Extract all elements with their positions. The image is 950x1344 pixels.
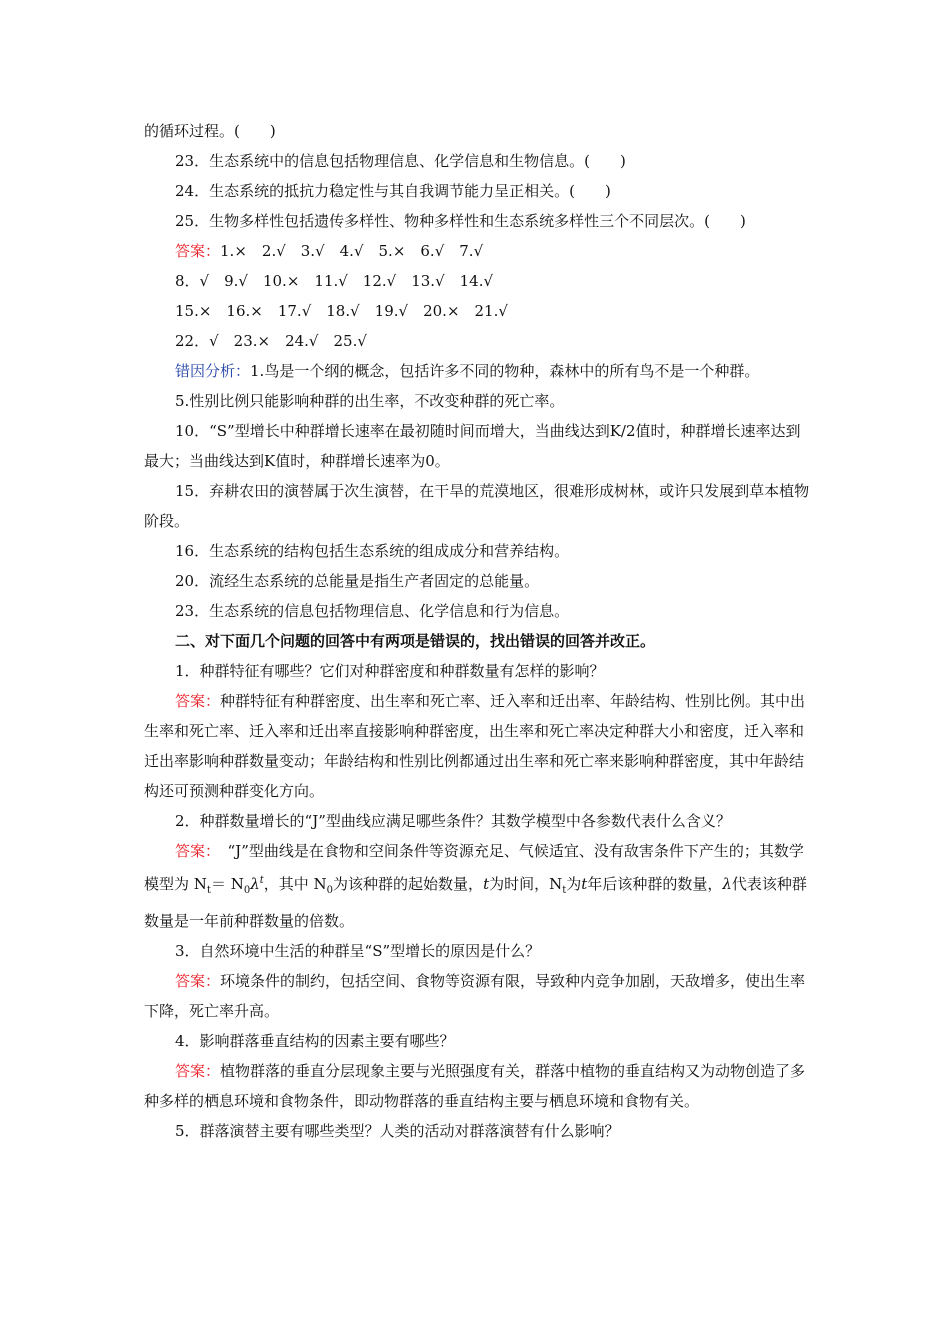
- answer-2-text-e: 为时间，N: [489, 875, 563, 893]
- answer-2-text-h: 代表该种群数量是一年前种群数量的倍数。: [144, 875, 807, 930]
- answer-row-2: 8．√ 9.√ 10.× 11.√ 12.√ 13.√ 14.√: [175, 272, 494, 290]
- answer-3-text: 环境条件的制约，包括空间、食物等资源有限，导致种内竞争加剧，天敌增多，使出生率下降，死亡率升高。: [144, 972, 806, 1020]
- error-analysis-text-1: 1.鸟是一个纲的概念，包括许多不同的物种，森林中的所有鸟不是一个种群。: [250, 362, 760, 380]
- error-analysis-label: 错因分析：: [175, 362, 251, 380]
- subscript-t: t: [206, 885, 211, 896]
- variable-t: t: [483, 875, 490, 893]
- answer-label: 答案：: [175, 242, 221, 260]
- section-two-heading: 二、对下面几个问题的回答中有两项是错误的，找出错误的回答并改正。: [175, 632, 656, 650]
- answer-4: [144, 1056, 812, 1116]
- error-analysis-23: 23．生态系统的信息包括物理信息、化学信息和行为信息。: [175, 602, 570, 620]
- answer-2-text-f: 为: [566, 875, 582, 893]
- answer-2-text-g: 年后该种群的数量，: [587, 875, 723, 893]
- statement-25: 25．生物多样性包括遗传多样性、物种多样性和生态系统多样性三个不同层次。( ): [175, 212, 746, 230]
- error-analysis-10: 10．“S”型增长中种群增长速率在最初随时间而增大，当曲线达到K/2值时，种群增长速率达到最大；当曲线达到K值时，种群增长速率为0。: [144, 422, 801, 470]
- answer-4-text: 植物群落的垂直分层现象主要与光照强度有关，群落中植物的垂直结构又为动物创造了多种多样的栖息环境和食物条件，即动物群落的垂直结构主要与栖息环境和食物有关。: [144, 1062, 806, 1110]
- error-analysis-15: 15．弃耕农田的演替属于次生演替，在干旱的荒漠地区，很难形成树林，或许只发展到草本植物阶段。: [144, 482, 810, 530]
- line-continuation: 的循环过程。( ): [144, 122, 276, 140]
- answer-row-4: 22．√ 23.× 24.√ 25.√: [175, 332, 367, 350]
- question-3: 3．自然环境中生活的种群呈“S”型增长的原因是什么？: [175, 942, 541, 960]
- subscript-t: t: [562, 885, 567, 896]
- answer-block: [144, 236, 812, 356]
- answer-label: 答案：: [175, 842, 213, 860]
- answer-3: [144, 966, 812, 1026]
- subscript-0: 0: [326, 885, 334, 896]
- error-analysis-block: [144, 356, 812, 626]
- answer-1-text: 种群特征有种群密度、出生率和死亡率、迁入率和迁出率、年龄结构、性别比例。其中出生率和死亡率、迁入率和迁出率直接影响种群密度，出生率和死亡率决定种群大小和密度，迁入率和迁出率影响种群数量变动；年龄结构和性别比例都通过出生率和死亡率来影响种群密度，其中年龄结构还可预测种群变化方向。: [144, 692, 806, 800]
- answer-2-text-c: ，其中 N: [263, 875, 327, 893]
- question-5: 5．群落演替主要有哪些类型？人类的活动对群落演替有什么影响？: [175, 1122, 620, 1140]
- statement-24: 24．生态系统的抵抗力稳定性与其自我调节能力呈正相关。( ): [175, 182, 611, 200]
- superscript-t: t: [259, 875, 264, 886]
- answer-row-1: [144, 236, 812, 266]
- error-analysis-1: [144, 356, 812, 386]
- answer-label: 答案：: [175, 1062, 221, 1080]
- question-4: 4．影响群落垂直结构的因素主要有哪些？: [175, 1032, 455, 1050]
- answer-label: 答案：: [175, 972, 221, 990]
- answer-2: [144, 836, 812, 936]
- answer-1: [144, 686, 812, 806]
- answer-label: 答案：: [175, 692, 221, 710]
- question-2: 2．种群数量增长的“J”型曲线应满足哪些条件？其数学模型中各参数代表什么含义？: [175, 812, 731, 830]
- answer-row-3: 15.× 16.× 17.√ 18.√ 19.√ 20.× 21.√: [175, 302, 508, 320]
- variable-t: t: [581, 875, 588, 893]
- answer-2-text-d: 为该种群的起始数量，: [333, 875, 484, 893]
- lambda-symbol: λ: [722, 875, 732, 893]
- answer-2-text-b: ＝ N: [210, 875, 244, 893]
- answer-values-1: 1.× 2.√ 3.√ 4.√ 5.× 6.√ 7.√: [220, 242, 484, 260]
- error-analysis-5: 5.性别比例只能影响种群的出生率，不改变种群的死亡率。: [175, 392, 565, 410]
- answer-2-text-a: “J”型曲线是在食物和空间条件等资源充足、气候适宜、没有敌害条件下产生的；其数学模型为 N: [144, 842, 804, 893]
- section-two: [144, 626, 812, 1146]
- lambda-symbol: λ: [250, 875, 260, 893]
- error-analysis-20: 20．流经生态系统的总能量是指生产者固定的总能量。: [175, 572, 540, 590]
- document-page: [144, 116, 812, 1146]
- error-analysis-16: 16．生态系统的结构包括生态系统的组成成分和营养结构。: [175, 542, 570, 560]
- question-1: 1．种群特征有哪些？它们对种群密度和种群数量有怎样的影响？: [175, 662, 605, 680]
- statement-23: 23．生态系统中的信息包括物理信息、化学信息和生物信息。( ): [175, 152, 626, 170]
- subscript-0: 0: [243, 885, 251, 896]
